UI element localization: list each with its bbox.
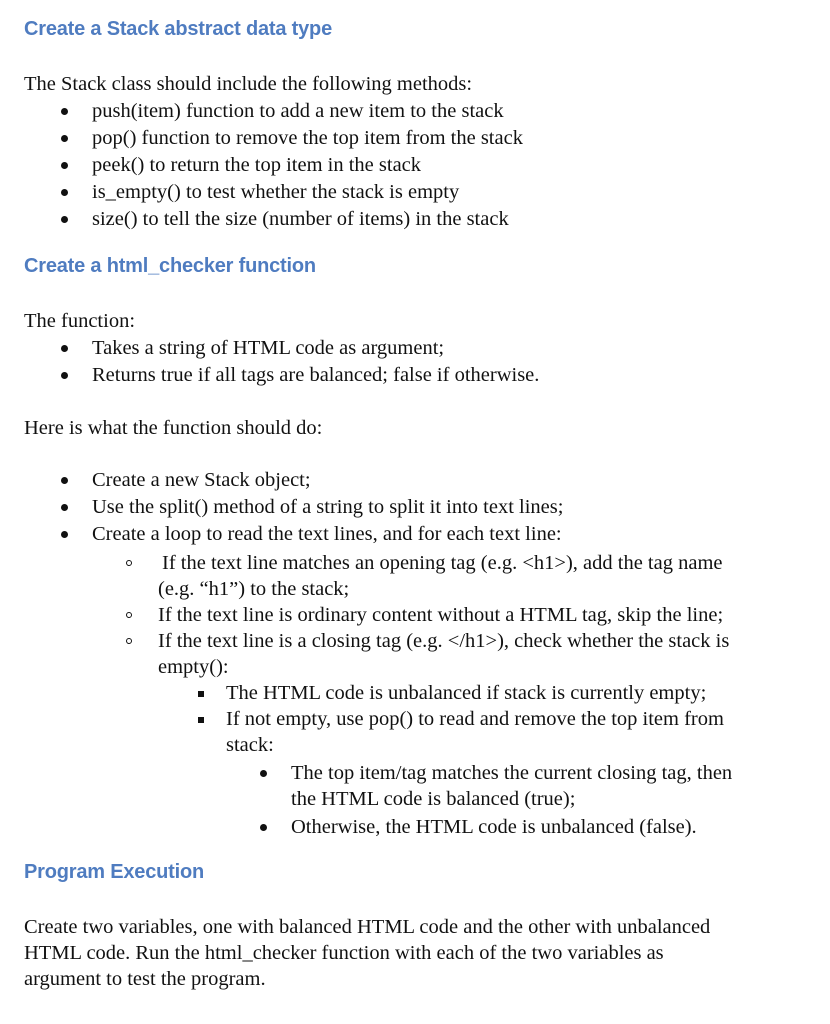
list-item-continuation: (e.g. “h1”) to the stack;	[158, 578, 350, 600]
list-item: peek() to return the top item in the stack	[92, 154, 422, 176]
list-item: Create a new Stack object;	[92, 469, 311, 491]
circle-bullet-icon	[126, 638, 132, 644]
bullet-icon	[260, 824, 267, 831]
list-item-continuation: empty():	[158, 656, 229, 678]
steps-intro: Here is what the function should do:	[24, 417, 323, 439]
bullet-icon	[61, 504, 68, 511]
list-item: Takes a string of HTML code as argument;	[92, 337, 445, 359]
bullet-icon	[61, 216, 68, 223]
bullet-icon	[61, 189, 68, 196]
execution-heading: Program Execution	[24, 861, 204, 883]
list-item: The top item/tag matches the current closing tag, then	[291, 762, 733, 784]
list-item: Otherwise, the HTML code is unbalanced (false).	[291, 816, 697, 838]
list-item: If the text line is ordinary content without a HTML tag, skip the line;	[158, 604, 724, 626]
list-item-continuation: the HTML code is balanced (true);	[291, 788, 576, 810]
bullet-icon	[61, 531, 68, 538]
square-bullet-icon	[198, 691, 204, 697]
list-item: Use the split() method of a string to split it into text lines;	[92, 496, 564, 518]
list-item: The HTML code is unbalanced if stack is currently empty;	[226, 682, 707, 704]
bullet-icon	[61, 372, 68, 379]
paragraph-line: argument to test the program.	[24, 968, 266, 990]
bullet-icon	[61, 108, 68, 115]
paragraph-line: HTML code. Run the html_checker function with each of the two variables as	[24, 942, 664, 964]
list-item: size() to tell the size (number of items) in the stack	[92, 208, 509, 230]
bullet-icon	[61, 345, 68, 352]
list-item: If the text line matches an opening tag (e.g. <h1>), add the tag name	[162, 552, 723, 574]
bullet-icon	[61, 135, 68, 142]
list-item: Create a loop to read the text lines, and for each text line:	[92, 523, 562, 545]
checker-heading: Create a html_checker function	[24, 255, 316, 277]
square-bullet-icon	[198, 717, 204, 723]
paragraph-line: Create two variables, one with balanced HTML code and the other with unbalanced	[24, 916, 711, 938]
list-item: If not empty, use pop() to read and remove the top item from	[226, 708, 724, 730]
list-item: Returns true if all tags are balanced; false if otherwise.	[92, 364, 540, 386]
list-item-continuation: stack:	[226, 734, 274, 756]
bullet-icon	[260, 770, 267, 777]
stack-heading: Create a Stack abstract data type	[24, 18, 332, 40]
list-item: If the text line is a closing tag (e.g. </h1>), check whether the stack is	[158, 630, 730, 652]
circle-bullet-icon	[126, 560, 132, 566]
checker-intro: The function:	[24, 310, 136, 332]
bullet-icon	[61, 162, 68, 169]
bullet-icon	[61, 477, 68, 484]
circle-bullet-icon	[126, 612, 132, 618]
list-item: is_empty() to test whether the stack is empty	[92, 181, 460, 203]
stack-intro: The Stack class should include the following methods:	[24, 73, 473, 95]
list-item: pop() function to remove the top item from the stack	[92, 127, 523, 149]
list-item: push(item) function to add a new item to the stack	[92, 100, 504, 122]
